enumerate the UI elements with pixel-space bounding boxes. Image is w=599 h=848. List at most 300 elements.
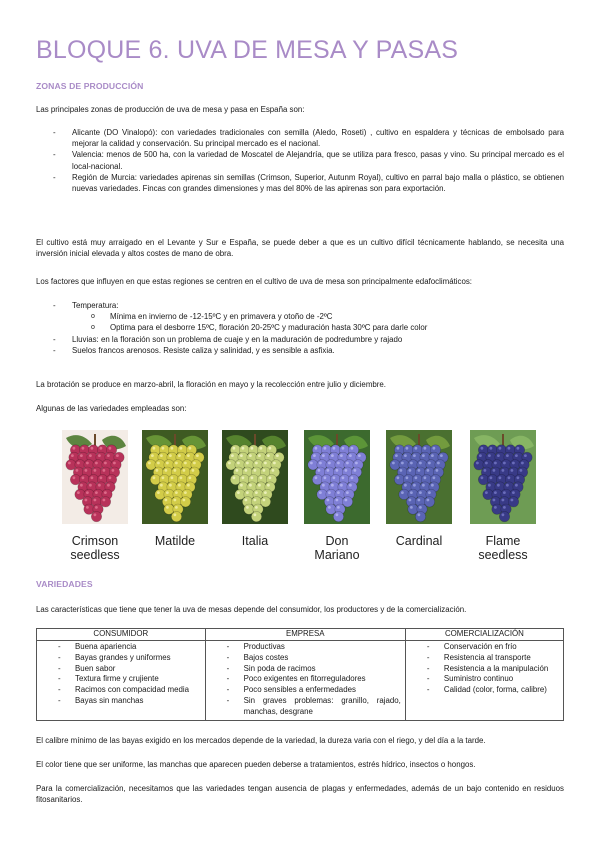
grape-highlight: [109, 447, 112, 450]
grape-highlight: [392, 462, 395, 465]
grape-highlight: [418, 469, 421, 472]
list-item: - Conservación en frío: [410, 642, 559, 653]
grape-highlight: [397, 447, 400, 450]
grape-highlight: [240, 454, 243, 457]
grape-highlight: [419, 491, 422, 494]
grape-highlight: [171, 476, 174, 479]
grape-varieties-figure: [62, 430, 540, 566]
grape-highlight: [493, 499, 496, 502]
grape-highlight: [273, 462, 276, 465]
list-item: - Productivas: [210, 642, 401, 653]
grape-highlight: [502, 513, 505, 516]
grape-highlight: [109, 476, 112, 479]
grape-highlight: [349, 454, 352, 457]
factores-list: [36, 300, 564, 356]
grape-bunch-photo: [470, 430, 536, 524]
variety-label: Matilde: [154, 534, 196, 548]
grape-highlight: [336, 513, 339, 516]
grape-highlight: [269, 447, 272, 450]
grape-highlight: [517, 447, 520, 450]
grape-highlight: [428, 462, 431, 465]
variety-label: Cardinal: [395, 534, 443, 548]
grape-highlight: [497, 454, 500, 457]
grape-highlight: [189, 476, 192, 479]
grape-highlight: [94, 513, 97, 516]
grape-highlight: [345, 499, 348, 502]
grape-highlight: [157, 491, 160, 494]
grape-highlight: [77, 491, 80, 494]
grape-highlight: [258, 484, 261, 487]
grape-highlight: [502, 469, 505, 472]
grape-highlight: [104, 462, 107, 465]
grape-highlight: [512, 462, 515, 465]
grape-highlight: [485, 462, 488, 465]
grape-highlight: [502, 499, 505, 502]
list-item: - Poco sensibles a enfermedades: [210, 685, 401, 696]
grape-highlight: [160, 484, 163, 487]
grape-highlight: [160, 454, 163, 457]
grape-highlight: [328, 491, 331, 494]
list-item: - Resistencia a la manipulación: [410, 664, 559, 675]
table-row: [37, 641, 564, 721]
grape-highlight: [153, 476, 156, 479]
grape-highlight: [431, 484, 434, 487]
grape-highlight: [395, 454, 398, 457]
grape-highlight: [404, 454, 407, 457]
grape-highlight: [269, 476, 272, 479]
grape-highlight: [255, 491, 258, 494]
grape-highlight: [333, 476, 336, 479]
grape-highlight: [113, 462, 116, 465]
grape-berry: [333, 511, 343, 521]
grape-highlight: [437, 462, 440, 465]
column-header-empresa: EMPRESA: [205, 629, 405, 641]
grape-highlight: [184, 462, 187, 465]
grape-highlight: [327, 469, 330, 472]
grape-highlight: [276, 454, 279, 457]
grape-highlight: [71, 454, 74, 457]
cell-consumidor: [37, 641, 206, 721]
grape-highlight: [91, 447, 94, 450]
grape-highlight: [508, 447, 511, 450]
page-title: BLOQUE 6. UVA DE MESA Y PASAS: [36, 36, 459, 64]
paragraph-intro: Las principales zonas de producción de uva de mesa y pasa en España son:: [36, 105, 305, 114]
grape-highlight: [503, 506, 506, 509]
grape-highlight: [506, 454, 509, 457]
grape-highlight: [427, 469, 430, 472]
list-item: - Poco exigentes en fitorreguladores: [210, 674, 401, 685]
grape-highlight: [89, 454, 92, 457]
grape-highlight: [433, 476, 436, 479]
grape-highlight: [346, 491, 349, 494]
grape-highlight: [336, 469, 339, 472]
grape-highlight: [351, 476, 354, 479]
grape-highlight: [524, 454, 527, 457]
grape-highlight: [494, 506, 497, 509]
grape-highlight: [328, 462, 331, 465]
section-heading-variedades: VARIEDADES: [36, 579, 93, 589]
section-heading-zonas: ZONAS DE PRODUCCIÓN: [36, 81, 144, 91]
cell-comercializacion: [405, 641, 563, 721]
grape-highlight: [508, 476, 511, 479]
list-item: - Suelos francos arenosos. Resiste caliza y salinidad, y es sensible a asfixia.: [36, 345, 564, 356]
grape-highlight: [424, 447, 427, 450]
grape-highlight: [189, 447, 192, 450]
list-item: - Sin graves problemas: granillo, rajado, manchas, desgrane: [210, 696, 401, 718]
grape-highlight: [260, 476, 263, 479]
grape-highlight: [322, 484, 325, 487]
grape-highlight: [100, 476, 103, 479]
grape-highlight: [157, 462, 160, 465]
list-item: - Valencia: menos de 500 ha, con la variedad de Moscatel de Alejandría, que se utiliza para fresco, pasas y vino. Su principal mercado es el local-nacional.: [36, 149, 564, 171]
grape-highlight: [267, 454, 270, 457]
grape-highlight: [245, 469, 248, 472]
grape-highlight: [517, 476, 520, 479]
grape-highlight: [315, 476, 318, 479]
grape-highlight: [233, 447, 236, 450]
grape-highlight: [104, 491, 107, 494]
grape-highlight: [515, 454, 518, 457]
grape-highlight: [490, 476, 493, 479]
grape-highlight: [476, 462, 479, 465]
grape-highlight: [313, 454, 316, 457]
grape-highlight: [95, 462, 98, 465]
grape-highlight: [246, 506, 249, 509]
grape-highlight: [413, 454, 416, 457]
grape-highlight: [89, 484, 92, 487]
grape-highlight: [433, 447, 436, 450]
zonas-list: [36, 127, 564, 194]
grape-highlight: [413, 484, 416, 487]
grape-highlight: [499, 476, 502, 479]
paragraph-cultivo: El cultivo está muy arraigado en el Levante y Sur e España, se puede deber a que es un cultivo difícil técnicamente hablando, se necesita una inversión inicial elevada y altos costes de mano de obra.: [36, 238, 564, 259]
grape-highlight: [246, 462, 249, 465]
grape-highlight: [401, 491, 404, 494]
grape-highlight: [68, 462, 71, 465]
grape-highlight: [319, 491, 322, 494]
list-item: - Bajos costes: [210, 653, 401, 664]
grape-highlight: [419, 462, 422, 465]
grape-berry: [499, 511, 509, 521]
grape-highlight: [228, 462, 231, 465]
grape-highlight: [153, 447, 156, 450]
grape-highlight: [175, 491, 178, 494]
grape-highlight: [171, 447, 174, 450]
grape-highlight: [418, 513, 421, 516]
grape-highlight: [337, 491, 340, 494]
grape-highlight: [77, 462, 80, 465]
grape-highlight: [91, 476, 94, 479]
grape-highlight: [488, 454, 491, 457]
grape-highlight: [410, 506, 413, 509]
grape-highlight: [148, 462, 151, 465]
grape-highlight: [415, 476, 418, 479]
grape-highlight: [358, 454, 361, 457]
grape-highlight: [107, 454, 110, 457]
grape-highlight: [237, 462, 240, 465]
grape-highlight: [424, 476, 427, 479]
variety-label-line2: seedless: [70, 548, 120, 562]
grape-highlight: [263, 499, 266, 502]
grape-highlight: [242, 447, 245, 450]
grape-highlight: [151, 454, 154, 457]
paragraph-calibre: El calibre mínimo de las bayas exigido en los mercados depende de la variedad, la dureza varia con el riego, y del día a la tarde.: [36, 736, 486, 745]
grape-highlight: [103, 499, 106, 502]
grape-highlight: [349, 484, 352, 487]
grape-highlight: [94, 499, 97, 502]
grape-highlight: [166, 462, 169, 465]
grape-highlight: [415, 447, 418, 450]
grape-highlight: [254, 499, 257, 502]
grape-highlight: [240, 484, 243, 487]
table-header-row: [37, 629, 564, 641]
list-item: - Suministro continuo: [410, 674, 559, 685]
grape-highlight: [337, 462, 340, 465]
grape-highlight: [251, 476, 254, 479]
grape-highlight: [322, 454, 325, 457]
list-item: - Racimos con compacidad media: [41, 685, 201, 696]
grape-highlight: [520, 469, 523, 472]
grape-highlight: [324, 476, 327, 479]
grape-highlight: [331, 484, 334, 487]
grape-highlight: [165, 469, 168, 472]
grape-highlight: [315, 447, 318, 450]
grape-highlight: [254, 469, 257, 472]
grape-highlight: [165, 499, 168, 502]
variety-label: Don: [325, 534, 349, 548]
grape-variety-item: [142, 430, 208, 566]
grape-highlight: [431, 454, 434, 457]
grape-highlight: [249, 454, 252, 457]
grape-highlight: [94, 469, 97, 472]
grape-highlight: [100, 447, 103, 450]
grape-highlight: [82, 476, 85, 479]
grape-highlight: [236, 469, 239, 472]
paragraph-comercializacion: Para la comercialización, necesitamos que las variedades tengan ausencia de plagas y enfermedades, además de un bajo contenido en residuos fitosanitarios.: [36, 784, 564, 805]
grape-highlight: [340, 484, 343, 487]
grape-highlight: [333, 447, 336, 450]
grape-highlight: [98, 454, 101, 457]
grape-highlight: [494, 491, 497, 494]
grape-highlight: [488, 484, 491, 487]
grape-highlight: [506, 484, 509, 487]
grape-highlight: [254, 513, 257, 516]
grape-highlight: [192, 469, 195, 472]
grape-highlight: [174, 499, 177, 502]
grape-highlight: [95, 491, 98, 494]
paragraph-factores: Los factores que influyen en que estas regiones se centren en el cultivo de uva de mesa son principalmente edafoclimáticos:: [36, 277, 472, 286]
grape-highlight: [80, 454, 83, 457]
grape-highlight: [521, 462, 524, 465]
grape-highlight: [342, 476, 345, 479]
grape-bunch-photo: [142, 430, 208, 524]
grape-highlight: [310, 462, 313, 465]
grape-berry: [91, 511, 101, 521]
grape-bunch-photo: [62, 430, 128, 524]
grape-berry: [415, 511, 425, 521]
grape-highlight: [340, 454, 343, 457]
grape-highlight: [410, 462, 413, 465]
grape-highlight: [272, 469, 275, 472]
grape-highlight: [503, 462, 506, 465]
grape-highlight: [86, 506, 89, 509]
grape-highlight: [436, 469, 439, 472]
grape-highlight: [336, 499, 339, 502]
list-item: - Resistencia al transporte: [410, 653, 559, 664]
grape-highlight: [515, 484, 518, 487]
grape-highlight: [511, 499, 514, 502]
list-item: - Textura firme y crujiente: [41, 674, 201, 685]
grape-highlight: [490, 447, 493, 450]
cell-empresa: [205, 641, 405, 721]
grape-highlight: [440, 454, 443, 457]
grape-highlight: [80, 484, 83, 487]
list-item: - Alicante (DO Vinalopó): con variedades tradicionales con semilla (Aledo, Roseti) , cultivo en espaldera y técnicas de embolsado para mejorar la calidad y conservación. Su principal mercado es el nacional.: [36, 127, 564, 149]
column-header-consumidor: CONSUMIDOR: [37, 629, 206, 641]
grape-highlight: [249, 484, 252, 487]
grape-highlight: [116, 454, 119, 457]
grape-highlight: [406, 476, 409, 479]
grape-highlight: [512, 491, 515, 494]
list-item: - Bayas sin manchas: [41, 696, 201, 707]
grape-highlight: [422, 454, 425, 457]
grape-highlight: [354, 469, 357, 472]
paragraph-color: El color tiene que ser uniforme, las manchas que aparecen pueden deberse a tratamientos, estrés hídrico, insectos o hongos.: [36, 760, 476, 769]
grape-berry: [251, 511, 261, 521]
grape-highlight: [258, 454, 261, 457]
grape-highlight: [98, 484, 101, 487]
characteristics-table: [36, 628, 564, 721]
grape-highlight: [255, 462, 258, 465]
list-item: - Región de Murcia: variedades apirenas sin semillas (Crimson, Superior, Autunm Royal), cultivo en parral bajo malla o plástico, se obtienen nuevas variedades. Fincas con grandes dimensiones y mas del 80% de las apirenas son para exportación.: [36, 172, 564, 194]
grape-highlight: [499, 447, 502, 450]
grape-highlight: [174, 469, 177, 472]
grape-highlight: [166, 491, 169, 494]
grape-highlight: [196, 454, 199, 457]
grape-highlight: [318, 469, 321, 472]
list-item: - Sin poda de racimos: [210, 664, 401, 675]
grape-highlight: [319, 462, 322, 465]
list-item: - Buena apariencia: [41, 642, 201, 653]
grape-highlight: [327, 499, 330, 502]
grape-highlight: [85, 499, 88, 502]
grape-highlight: [169, 484, 172, 487]
grape-highlight: [418, 499, 421, 502]
grape-highlight: [231, 454, 234, 457]
grape-variety-item: [470, 430, 536, 566]
column-header-comercializacion: COMERCIALIZACIÓN: [405, 629, 563, 641]
grape-highlight: [175, 506, 178, 509]
grape-highlight: [503, 491, 506, 494]
grape-highlight: [342, 447, 345, 450]
grape-highlight: [107, 484, 110, 487]
grape-highlight: [260, 447, 263, 450]
paragraph-caracteristicas: Las características que tiene que tener la uva de mesas depende del consumidor, los productores y de la comercialización.: [36, 605, 467, 614]
grape-highlight: [497, 484, 500, 487]
grape-highlight: [175, 462, 178, 465]
grape-highlight: [187, 454, 190, 457]
grape-highlight: [267, 484, 270, 487]
grape-highlight: [237, 491, 240, 494]
grape-highlight: [481, 447, 484, 450]
grape-highlight: [180, 476, 183, 479]
grape-berry: [171, 511, 181, 521]
grape-bunch-photo: [222, 430, 288, 524]
grape-highlight: [112, 469, 115, 472]
grape-highlight: [410, 491, 413, 494]
list-item: - Bayas grandes y uniformes: [41, 653, 201, 664]
grape-highlight: [328, 506, 331, 509]
grape-highlight: [337, 506, 340, 509]
grape-highlight: [263, 469, 266, 472]
list-item: - Buen sabor: [41, 664, 201, 675]
grape-highlight: [422, 484, 425, 487]
grape-highlight: [95, 506, 98, 509]
grape-highlight: [162, 476, 165, 479]
grape-highlight: [400, 469, 403, 472]
grape-highlight: [331, 454, 334, 457]
grape-highlight: [427, 499, 430, 502]
grape-highlight: [484, 469, 487, 472]
grape-highlight: [242, 476, 245, 479]
grape-highlight: [73, 476, 76, 479]
grape-variety-item: [386, 430, 452, 566]
grape-highlight: [174, 513, 177, 516]
grape-highlight: [183, 499, 186, 502]
grape-highlight: [511, 469, 514, 472]
grape-highlight: [246, 491, 249, 494]
grape-highlight: [86, 462, 89, 465]
grape-highlight: [184, 491, 187, 494]
grape-highlight: [479, 454, 482, 457]
grape-highlight: [409, 499, 412, 502]
variety-label: Flame: [485, 534, 521, 548]
grape-highlight: [493, 469, 496, 472]
grape-highlight: [178, 484, 181, 487]
grape-variety-item: [304, 430, 370, 566]
list-item: o Mínima en invierno de -12-15ºC y en primavera y otoño de -2ºC: [36, 311, 564, 322]
grape-highlight: [180, 447, 183, 450]
grape-highlight: [404, 484, 407, 487]
grape-highlight: [345, 469, 348, 472]
grape-highlight: [245, 499, 248, 502]
grape-highlight: [193, 462, 196, 465]
grape-highlight: [409, 469, 412, 472]
grape-highlight: [401, 462, 404, 465]
grape-highlight: [428, 491, 431, 494]
grape-highlight: [397, 476, 400, 479]
grape-highlight: [324, 447, 327, 450]
list-item: - Calidad (color, forma, calibre): [410, 685, 559, 696]
grape-highlight: [481, 476, 484, 479]
grape-highlight: [76, 469, 79, 472]
grape-highlight: [494, 462, 497, 465]
grape-variety-item: [62, 430, 128, 566]
grape-highlight: [406, 447, 409, 450]
grape-highlight: [156, 469, 159, 472]
grape-highlight: [485, 491, 488, 494]
grape-highlight: [264, 491, 267, 494]
grape-highlight: [419, 506, 422, 509]
grape-highlight: [178, 454, 181, 457]
list-item: - Temperatura:: [36, 300, 564, 311]
list-item: o Optima para el desborre 15ºC, floración 20-25ºC y maduración hasta 30ºC para darle color: [36, 322, 564, 333]
grape-highlight: [251, 447, 254, 450]
grape-highlight: [264, 462, 267, 465]
grape-highlight: [73, 447, 76, 450]
grape-highlight: [82, 447, 85, 450]
grape-bunch-photo: [304, 430, 370, 524]
